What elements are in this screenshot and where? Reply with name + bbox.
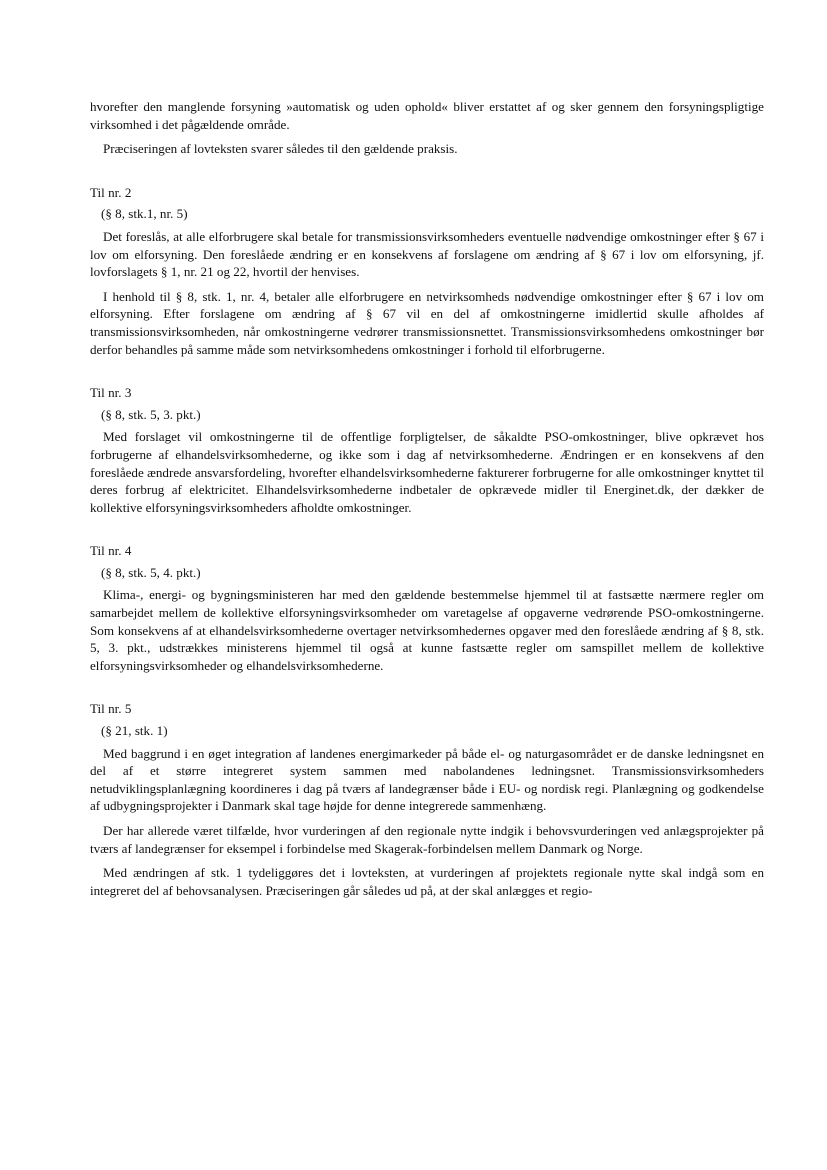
intro-paragraph-1: hvorefter den manglende forsyning »automatisk og uden ophold« bliver erstattet af og sker gennem den forsyningspligtige virksomhed i det pågældende område. bbox=[90, 99, 764, 132]
section-reference: (§ 21, stk. 1) bbox=[101, 723, 168, 739]
section-reference: (§ 8, stk. 5, 4. pkt.) bbox=[101, 564, 201, 580]
section-paragraph: I henhold til § 8, stk. 1, nr. 4, betaler alle elforbrugere en netvirksomheds nødvendige omkostninger efter § 67 i lov om elforsyning. Efter forslagene om ændring af § 67 vil en del af omkostningerne imidlertid skulle afholdes af transmissionsvirksomheden, når omkostningerne vedrører transmissionsnettet. Transmissionsvirksomhedens omkostninger bør derfor behandles på samme måde som netvirksomhedens omkostninger i forhold til elforbrugerne. bbox=[90, 288, 764, 357]
section-paragraph: Med baggrund i en øget integration af landenes energimarkeder på både el- og naturgasområdet er de danske ledningsnet en del af et større integreret system sammen med nabolandenes ledningsnet. Transmissionsvirksomheders netudviklingsplanlægning koordineres i dag på tværs af landegrænser både i EU- og nordisk regi. Planlægning og godkendelse af udbygningsprojekter i Danmark skal tage højde for denne integrerede sammenhæng. bbox=[90, 745, 764, 814]
section-nr-3 bbox=[90, 384, 764, 516]
section-heading: Til nr. 3 bbox=[90, 385, 132, 401]
section-nr-4 bbox=[90, 542, 764, 674]
section-reference: (§ 8, stk.1, nr. 5) bbox=[101, 206, 188, 222]
intro-paragraph-2: Præciseringen af lovteksten svarer således til den gældende praksis. bbox=[103, 141, 458, 157]
section-heading: Til nr. 2 bbox=[90, 184, 132, 200]
section-paragraph: Klima-, energi- og bygningsministeren har med den gældende bestemmelse hjemmel til at fastsætte nærmere regler om samarbejdet mellem de kollektive elforsyningsvirksomheder om varetagelse af opgaverne vedrørende PSO-omkostningerne. Som konsekvens af at elhandelsvirksomhederne overtager netvirksomhedernes opgaver med den foreslåede ændring af § 8, stk. 5, 3. pkt., udstrækkes ministerens hjemmel til også at kunne fastsætte regler om samspillet mellem de kollektive elforsyningsvirksomheder og elhandelsvirksomhederne. bbox=[90, 587, 764, 673]
section-paragraph: Med ændringen af stk. 1 tydeliggøres det i lovteksten, at vurderingen af projektets regionale nytte skal indgå som en integreret del af behovsanalysen. Præciseringen går således ud på, at der skal anlægges et regio- bbox=[90, 865, 764, 898]
section-reference: (§ 8, stk. 5, 3. pkt.) bbox=[101, 406, 201, 422]
section-paragraph: Med forslaget vil omkostningerne til de offentlige forpligtelser, de såkaldte PSO-omkostninger, blive opkrævet hos forbrugerne af elhandelsvirksomhederne, og ikke som i dag af netvirksomhederne. Ændringen er en konsekvens af den foreslåede ændrede ansvarsfordeling, hvorefter elhandelsvirksomhederne fakturerer forbrugerne for alle omkostninger knyttet til deres forbrug af elektricitet. Elhandelsvirksomhederne indbetaler de opkrævede midler til Energinet.dk, der dækker de kollektive elforsyningsvirksomheders afholdte omkostninger. bbox=[90, 429, 764, 515]
section-paragraph: Der har allerede været tilfælde, hvor vurderingen af den regionale nytte indgik i behovsvurderingen ved anlægsprojekter på tværs af landegrænser for eksempel i forbindelse med Skagerak-forbindelsen mellem Danmark og Norge. bbox=[90, 823, 764, 856]
document-page bbox=[90, 98, 764, 899]
section-nr-5 bbox=[90, 700, 764, 899]
intro-block bbox=[90, 98, 764, 158]
section-nr-2 bbox=[90, 184, 764, 358]
section-paragraph: Det foreslås, at alle elforbrugere skal betale for transmissionsvirksomheders eventuelle nødvendige omkostninger efter § 67 i lov om elforsyning. Den foreslåede ændring er en konsekvens af forslagene om ændring af § 67 i lov om elforsyning, jf. lovforslagets § 1, nr. 21 og 22, hvortil der henvises. bbox=[90, 228, 764, 280]
section-heading: Til nr. 5 bbox=[90, 701, 132, 717]
section-heading: Til nr. 4 bbox=[90, 543, 132, 559]
